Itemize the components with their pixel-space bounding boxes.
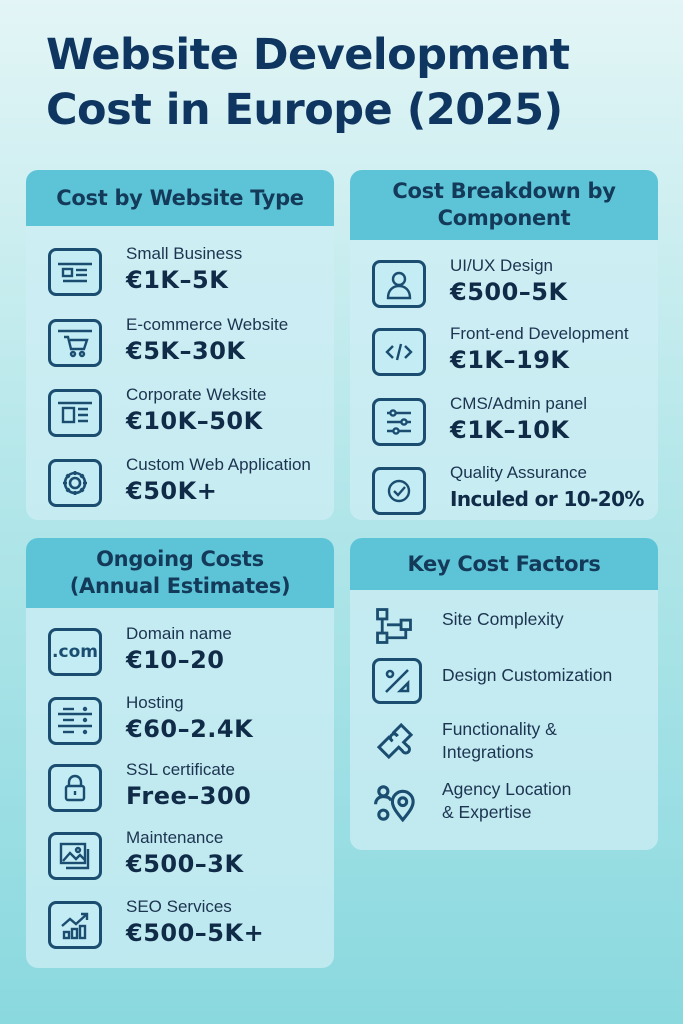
factor-item <box>350 714 658 772</box>
layout-page-icon <box>48 389 102 437</box>
item-label: Hosting <box>126 693 184 712</box>
website-type-card <box>26 170 334 520</box>
item-label: Corporate Weksite <box>126 385 267 404</box>
item-label: UI/UX Design <box>450 256 553 275</box>
item-value: €5K–30K <box>126 337 246 365</box>
item-value: €60–2.4K <box>126 715 254 743</box>
title-line-2: Cost in Europe (2025) <box>46 85 563 135</box>
list-item <box>26 244 334 308</box>
list-item <box>26 315 334 379</box>
item-value: Free–300 <box>126 782 252 810</box>
item-value: €500–3K <box>126 850 244 878</box>
list-item <box>26 693 334 757</box>
item-label: Quality Assurance <box>450 463 588 482</box>
list-item <box>26 624 334 688</box>
key-factors-heading: Key Cost Factors <box>350 538 658 590</box>
code-icon <box>372 328 426 376</box>
item-value: €10–20 <box>126 646 225 674</box>
flowchart-icon <box>370 602 418 650</box>
item-value: €1K–10K <box>450 416 570 444</box>
item-value: €1K–19K <box>450 346 570 374</box>
item-value: €50K+ <box>126 477 218 505</box>
lock-icon <box>48 764 102 812</box>
browser-window-icon <box>48 248 102 296</box>
user-profile-icon <box>372 260 426 308</box>
item-label: Custom Web Application <box>126 455 311 474</box>
check-circle-icon <box>372 467 426 515</box>
key-factors-card <box>350 538 658 850</box>
component-card <box>350 170 658 520</box>
factor-label: Design Customization <box>442 665 613 685</box>
factor-label: Functionality & <box>442 719 557 739</box>
factor-label: Agency Location <box>442 779 572 799</box>
website-type-heading: Cost by Website Type <box>26 170 334 226</box>
item-label: CMS/Admin panel <box>450 394 588 413</box>
list-item <box>350 256 658 320</box>
item-label: E-commerce Website <box>126 315 289 334</box>
title-line-1: Website Development <box>46 30 570 80</box>
shopping-cart-icon <box>48 319 102 367</box>
team-location-icon <box>370 778 420 828</box>
factor-label: Site Complexity <box>442 609 564 629</box>
item-label: SSL certificate <box>126 760 235 779</box>
list-item <box>350 324 658 388</box>
list-item <box>350 394 658 458</box>
growth-chart-icon <box>48 901 102 949</box>
design-tools-icon <box>372 658 422 704</box>
domain-icon: .com <box>48 628 102 676</box>
factor-item <box>350 656 658 710</box>
list-item <box>26 455 334 519</box>
factor-label-2: Integrations <box>442 742 534 762</box>
page-title <box>46 28 666 138</box>
sliders-icon <box>372 398 426 446</box>
item-label: SEO Services <box>126 897 232 916</box>
item-value: €1K–5K <box>126 266 229 294</box>
puzzle-icon <box>370 716 420 766</box>
image-icon <box>48 832 102 880</box>
list-item <box>26 385 334 449</box>
item-label: Front-end Development <box>450 324 629 343</box>
item-label: Small Business <box>126 244 243 263</box>
list-item <box>350 463 658 520</box>
list-item <box>26 828 334 892</box>
item-label: Domain name <box>126 624 232 643</box>
gear-icon <box>48 459 102 507</box>
ongoing-costs-heading: Ongoing Costs (Annual Estimates) <box>26 538 334 608</box>
item-value: €10K–50K <box>126 407 263 435</box>
list-item <box>26 897 334 961</box>
item-value: €500–5K+ <box>126 919 265 947</box>
item-value: Inculed or 10-20% <box>450 487 644 511</box>
factor-item <box>350 600 658 654</box>
item-label: Maintenance <box>126 828 224 847</box>
item-value: €500–5K <box>450 278 568 306</box>
ongoing-costs-card <box>26 538 334 968</box>
factor-item <box>350 776 658 834</box>
factor-label-2: & Expertise <box>442 802 532 822</box>
list-item <box>26 760 334 824</box>
component-heading: Cost Breakdown by Component <box>350 170 658 240</box>
server-icon <box>48 697 102 745</box>
